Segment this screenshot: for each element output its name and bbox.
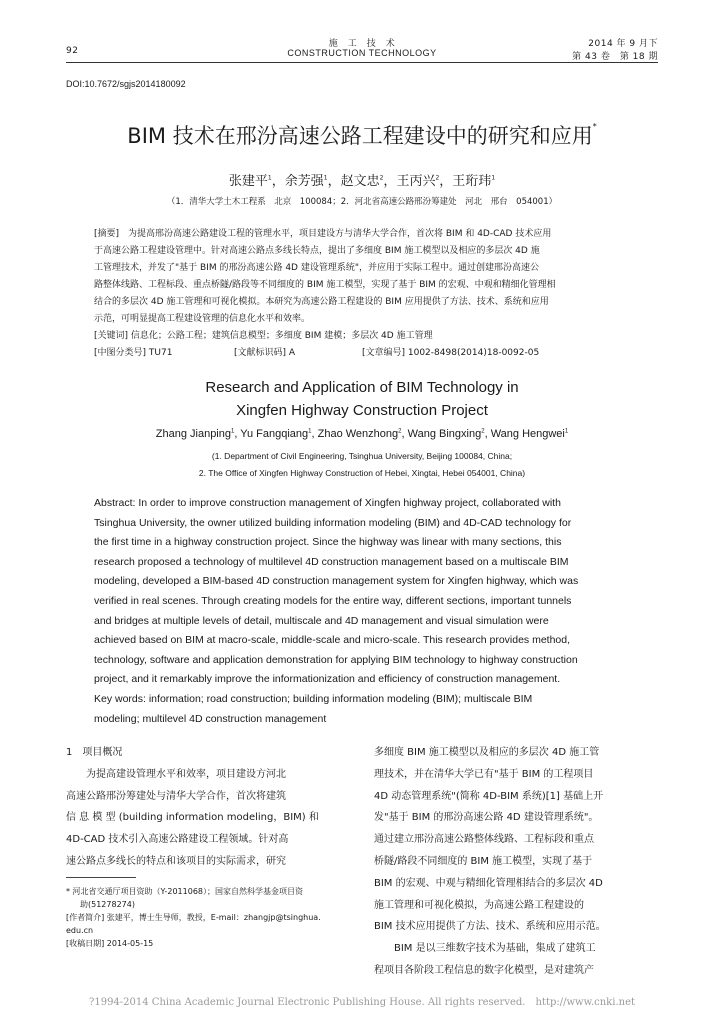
author-en-name: Zhao Wenzhong — [317, 428, 399, 440]
abstract-en-line: Tsinghua University, the owner utilized building information modeling (BIM) and 4D-CAD technology for — [94, 516, 572, 529]
footnote-line: 助(51278274) — [80, 900, 135, 909]
body-line: BIM 技术应用提供了方法、技术、系统和应用示范。 — [374, 921, 606, 933]
body-line: BIM 是以三维数字技术为基础，集成了建筑工 — [374, 943, 596, 955]
authors-en — [0, 428, 724, 440]
keywords-en-cont: modeling; multilevel 4D construction management — [94, 712, 327, 725]
clc-number: [中图分类号] TU71 — [94, 348, 173, 358]
doi: DOI:10.7672/sgjs2014180092 — [66, 79, 186, 89]
author-cn-name: 赵文忠 — [340, 174, 380, 189]
author-en-name: Yu Fangqiang — [240, 428, 309, 440]
abstract-en-line: the first time in a highway construction project. Since the highway was linear with many sections, this — [94, 536, 562, 549]
body-line: 4D 动态管理系统"(简称 4D-BIM 系统)[1] 基础上开 — [374, 790, 604, 802]
body-line: 多细度 BIM 施工模型以及相应的多层次 4D 施工管 — [374, 747, 600, 758]
footnote-line: [作者简介] 张建平，博士生导师，教授，E-mail：zhangjp@tsinghua. — [66, 913, 321, 922]
journal-name-cn: 施 工 技 术 — [328, 39, 396, 49]
title-en-line: Research and Application of BIM Technology in — [205, 379, 519, 396]
body-line: BIM 的宏观、中观与精细化管理相结合的多层次 4D — [374, 877, 603, 889]
abstract-en-line: achieved based on BIM at macro-scale, middle-scale and micro-scale. This research provides method, — [94, 634, 571, 647]
abstract-cn-line: [摘要] 为提高邢汾高速公路建设工程的管理水平，项目建设方与清华大学合作，首次将 BIM 和 4D-CAD 技术应用 — [94, 229, 552, 239]
keywords-en: Key words: information; road construction; building information modeling (BIM); multiscale BIM — [94, 692, 533, 705]
body-line: 桥隧/路段不同细度的 BIM 施工模型，实现了基于 — [374, 855, 593, 867]
abstract-en — [94, 494, 634, 729]
abstract-en-line: Abstract: In order to improve construction management of Xingfen highway project, collaborated with — [94, 497, 561, 509]
author-cn-separator: ， — [327, 174, 341, 189]
author-cn-sup: 1 — [323, 174, 328, 182]
body-line: 程项目各阶段工程信息的数字化模型，是对建筑产 — [374, 964, 594, 976]
author-en-sup: 1 — [564, 428, 569, 435]
affiliation-en-line: 2. The Office of Xingfen Highway Construction of Hebei, Xingtai, Hebei 054001, China) — [198, 468, 526, 478]
footnote-line: * 河北省交通厅项目资助（Y-2011068）；国家自然科学基金项目资 — [66, 887, 303, 896]
abstract-cn-line: 示范，可明显提高工程建设管理的信息化水平和效率。 — [94, 314, 311, 324]
abstract-cn-line: 于高速公路工程建设管理中。针对高速公路点多线长特点，提出了多细度 BIM 施工模型以及相应的多层次 4D 施 — [94, 246, 540, 256]
left-column — [66, 742, 350, 873]
abstract-en-line: modeling, developed a BIM-based 4D construction management system for Xingfen highway, which was — [94, 575, 579, 588]
author-cn-sup: 2 — [435, 174, 440, 182]
abstract-en-line: technology, software and application demonstration for applying BIM technology to highway construction — [94, 653, 578, 666]
body-line: 施工管理和可视化模拟，为高速公路工程建设的 — [374, 899, 584, 911]
author-en-sup: 2 — [398, 428, 402, 435]
footnote-line: [收稿日期] 2014-05-15 — [66, 939, 154, 948]
abstract-en-line: research proposed a technology of multilevel 4D construction management based on a multiscale BIM — [94, 555, 569, 568]
author-cn-sup: 1 — [267, 174, 272, 182]
author-cn-separator: ， — [383, 174, 397, 189]
author-cn-name: 王丙兴 — [396, 174, 436, 189]
abstract-cn — [94, 226, 556, 362]
journal-name-en: CONSTRUCTION TECHNOLOGY — [287, 48, 437, 58]
title-en-line: Xingfen Highway Construction Project — [236, 402, 488, 419]
abstract-cn-line: 结合的多层次 4D 施工管理和可视化模拟。本研究为高速公路工程建设的 BIM 应用提供了方法、技术、系统和应用 — [94, 297, 549, 307]
author-cn-separator: ， — [439, 174, 453, 189]
title-cn-star: * — [592, 122, 597, 131]
cnki-watermark: ?1994-2014 China Academic Journal Electronic Publishing House. All rights reserved. http://www.cnki.net — [88, 997, 635, 1008]
author-en-sup: 1 — [231, 428, 235, 435]
body-line: 信 息 模 型 (building information modeling，BIM) 和 — [66, 812, 319, 824]
issue-date: 2014 年 9 月下 — [588, 39, 658, 49]
author-en-separator: , — [401, 428, 408, 440]
author-en-name: Wang Hengwei — [490, 428, 565, 440]
title-en — [0, 376, 724, 422]
body-line: 发"基于 BIM 的邢汾高速公路 4D 建设管理系统"。 — [374, 812, 599, 824]
header-rule — [66, 62, 658, 63]
author-en-separator: , — [484, 428, 491, 440]
author-en-name: Zhang Jianping — [155, 428, 231, 440]
body-line: 为提高建设管理水平和效率，项目建设方河北 — [66, 768, 286, 780]
author-en-separator: , — [234, 428, 241, 440]
body-line: 理技术，并在清华大学已有"基于 BIM 的工程项目 — [374, 768, 594, 780]
footnote-line: edu.cn — [66, 926, 94, 935]
body-line: 通过建立邢汾高速公路整体线路、工程标段和重点 — [374, 834, 594, 846]
abstract-en-line: and bridges at multiple levels of detail, multiscale and 4D management and visual simulation were — [94, 614, 549, 627]
body-line: 4D-CAD 技术引入高速公路建设工程领域。针对高 — [66, 834, 289, 846]
affiliations-en — [0, 448, 724, 482]
body-line: 速公路点多线长的特点和该项目的实际需求，研究 — [66, 855, 286, 867]
volume-issue: 第 43 卷 第 18 期 — [572, 52, 658, 62]
author-cn-name: 余芳强 — [284, 174, 324, 189]
page-number: 92 — [66, 46, 79, 56]
author-cn-name: 张建平 — [228, 174, 268, 189]
document-code: [文献标识码] A — [234, 348, 296, 358]
title-cn — [0, 120, 724, 150]
abstract-cn-line: 工管理技术，并发了"基于 BIM 的邢汾高速公路 4D 建设管理系统"，并应用于实际工程中。通过创建邢汾高速公 — [94, 263, 539, 273]
body-line: 高速公路邢汾筹建处与清华大学合作，首次将建筑 — [66, 790, 286, 802]
author-en-sup: 2 — [481, 428, 485, 435]
author-en-sup: 1 — [308, 428, 312, 435]
author-cn-separator: ， — [271, 174, 285, 189]
section-heading: 1 项目概况 — [66, 747, 123, 758]
abstract-cn-line: 路整体线路、工程标段、重点桥隧/路段等不同细度的 BIM 施工模型，实现了基于 BIM 的宏观、中观和精细化管理相 — [94, 280, 556, 290]
article-number: [文章编号] 1002-8498(2014)18-0092-05 — [362, 348, 540, 358]
keywords-cn: [关键词] 信息化；公路工程；建筑信息模型；多细度 BIM 建模；多层次 4D 施工管理 — [94, 331, 433, 341]
author-cn-sup: 1 — [491, 174, 496, 182]
affiliations-cn: （1．清华大学土木工程系 北京 100084；2．河北省高速公路邢汾筹建处 河北 邢台 054001） — [166, 197, 558, 207]
affiliation-en-line: (1. Department of Civil Engineering, Tsinghua University, Beijing 100084, China; — [211, 451, 513, 461]
author-en-name: Wang Bingxing — [407, 428, 482, 440]
author-cn-name: 王珩玮 — [452, 174, 492, 189]
footnote-rule — [66, 877, 136, 878]
author-en-separator: , — [311, 428, 318, 440]
right-column — [374, 742, 658, 982]
classification-line — [94, 345, 556, 362]
author-cn-sup: 2 — [379, 174, 384, 182]
footnotes — [66, 885, 321, 950]
abstract-en-line: verified in real scenes. Through creating models for the entire way, different sections, important tunnels — [94, 594, 572, 607]
abstract-en-line: project, and it remarkably improve the informationization and efficiency of construction management. — [94, 673, 561, 686]
authors-cn — [0, 170, 724, 189]
title-cn-text: BIM 技术在邢汾高速公路工程建设中的研究和应用 — [127, 124, 593, 148]
